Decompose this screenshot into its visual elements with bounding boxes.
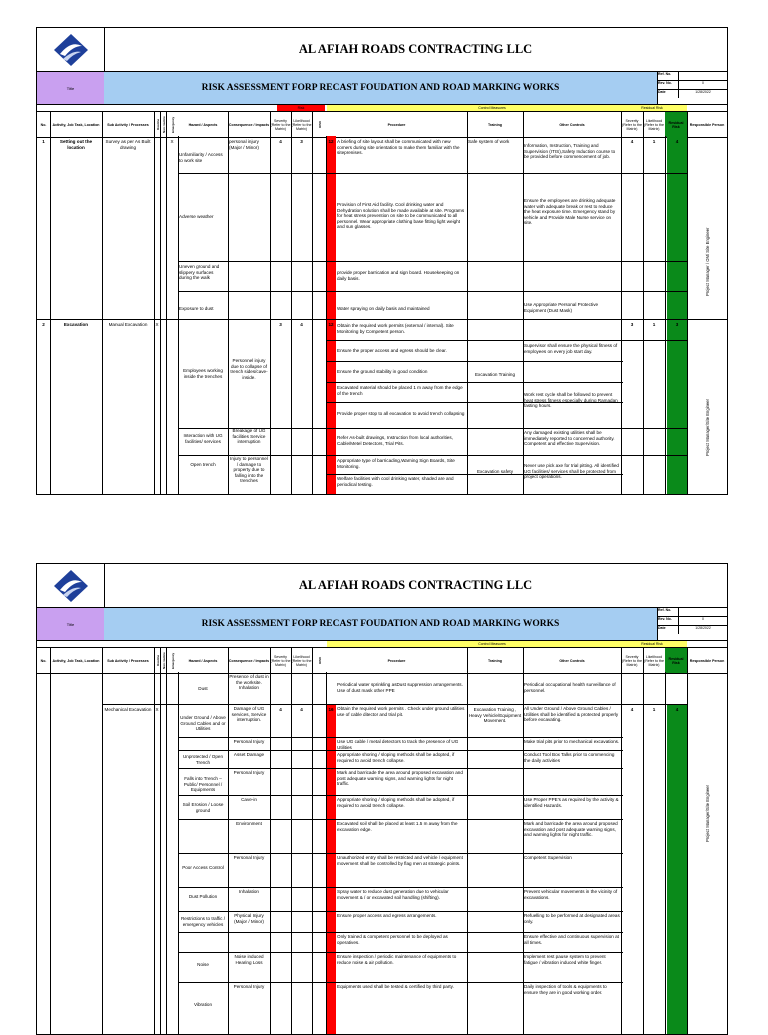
column-headers: [37, 112, 727, 138]
title-row: [37, 608, 727, 641]
procedure-text: Ensure the proper access and egress should be clear.: [337, 348, 447, 353]
procedure-text: Appropriate shoring / sloping methods shall be adopted, if required to avoid trench collapse.: [337, 752, 455, 763]
col-hazard: Hazard / Aspects: [178, 648, 229, 673]
sub-activity-text: Survey as per As Built drawing: [105, 139, 151, 150]
hazard-text: Interaction with UG facilities/ services: [183, 433, 223, 444]
procedure-text: provide proper barrication and sign board. Housekeeping on daily basis.: [337, 270, 460, 281]
section-band: [37, 641, 727, 648]
other-controls-text: Use Proper PPE's as required by the activity & identified Hazards.: [524, 797, 619, 808]
ref-value: [679, 608, 727, 616]
procedure-text: Use UG cable / metal detectors to track the presence of UG Utilities: [337, 739, 459, 750]
procedure-text: Excavated material should be placed 1 m away from the edge of the trench: [337, 385, 463, 396]
risk-table-body-1: [37, 136, 727, 494]
residual-severity-value: 3: [630, 322, 634, 327]
consequence-text: Personal Injury: [233, 855, 265, 860]
residual-risk-value: 3: [675, 322, 679, 327]
control-band: Control Measures: [327, 105, 657, 111]
residual-severity-value: 4: [630, 707, 634, 712]
col-residual-severity: Severity (Refer to the Matrix): [621, 648, 644, 673]
procedure-text: Spray water to reduce dust generation due to vehicular movement & / or excavated soil handling (shifting).: [337, 889, 449, 900]
ref-label: Ref. No.: [657, 72, 679, 80]
procedure-text: Excavated soil shall be placed at least 1.5 m away from the excavation edge.: [337, 821, 458, 832]
col-activity: Activity, Job Task, Location: [50, 648, 103, 673]
col-training: Training: [467, 648, 524, 673]
risk-sheet-page-1: [36, 27, 728, 495]
col-emergency: Emergency: [166, 112, 179, 137]
col-procedure: Procedure: [326, 112, 468, 137]
residual-band: Residual Risk: [617, 641, 687, 647]
procedure-text: Obtain the required work permits (external / internal). Site Monitoring by Competent person.: [337, 323, 454, 334]
reference-block: [657, 608, 727, 640]
ref-value: [679, 72, 727, 80]
risk-value: 16: [328, 707, 334, 712]
rev-value: 0: [702, 617, 704, 621]
col-non-routine: Non routine: [160, 648, 167, 673]
col-residual-risk: Residual Risk: [665, 648, 688, 673]
col-other-controls: Other Controls: [523, 648, 622, 673]
training-text: Excavation Training , Heavy Vehicle/Equipment Movement.: [468, 707, 522, 724]
procedure-text: Only trained & competent personnel to be deployed as operatives.: [337, 934, 448, 945]
procedure-text: Periodical water sprinkling asDust suppression arrangements. Use of dust mask other PPE: [337, 682, 463, 693]
residual-risk-fill: [667, 704, 687, 1034]
other-controls-text: Conduct Tool Box Talks prior to commencing the daily activities: [524, 752, 615, 763]
hazard-text: Restrictions to traffic / emergency vehicles: [180, 916, 226, 927]
company-logo: [37, 28, 105, 71]
col-responsible: Responsible Person: [689, 658, 725, 663]
risk-table-body-2: [37, 672, 727, 1034]
procedure-text: Obtain the required work permits . Check under ground utilities use of cable ditector and trial pit.: [337, 706, 465, 717]
risk-rating-fill: [326, 136, 336, 494]
col-risk: RISK: [312, 648, 327, 673]
hazard-text: Unprotected / Open Trench: [182, 754, 224, 765]
other-controls-text: Information, Instruction, Training and Supervision (ITIS),Safety Induction course to be provided before commencement of job.: [524, 143, 616, 160]
likelihood-value: 4: [300, 322, 303, 327]
risk-rating-fill: [326, 704, 336, 1034]
hazard-text: Noise: [197, 962, 209, 967]
consequence-text: Damage of UG services, Service interruption.: [231, 706, 267, 723]
consequence-text: Environment: [236, 821, 262, 826]
procedure-text: Welfare facilities with cool drinking water, shaded are and periodical testing.: [337, 476, 454, 487]
other-controls-text: Work rest cycle shall be followed to prevent heat stress fitness especially during Ramadan fasting hours.: [524, 392, 618, 409]
routine-mark: X: [170, 139, 174, 144]
col-likelihood: Likelihood (Refer to the Matrix): [291, 112, 313, 137]
hazard-text: Dust Pollution: [188, 894, 218, 899]
col-consequence: Consequence / Impacts: [228, 112, 271, 137]
consequence-text: personal injury (Major / Minor): [229, 139, 259, 150]
col-residual-likelihood: Likelihood (Refer to the Matrix): [643, 112, 666, 137]
responsible-person: Project Manager / OM/ Site Engineer: [705, 227, 710, 296]
procedure-text: Water spraying on daily basis and maintained: [337, 306, 430, 311]
hazard-text: Dust: [198, 686, 208, 691]
consequence-text: Breakage of UG facilities Service interruption: [232, 428, 266, 445]
col-residual-risk: Residual Risk: [665, 112, 688, 137]
rev-label: Rev. No.: [657, 617, 679, 625]
col-sub-activity: Sub Activity / Processes: [102, 112, 155, 137]
other-controls-text: Prevent vehicular movements in the vicinity of excavations.: [524, 889, 618, 900]
procedure-text: Mark and barricade the area around proposed excavation and post adequate warning signs, and warning lights for night traffic.: [337, 770, 463, 787]
sub-activity-text: Manual Excavation: [108, 322, 148, 327]
other-controls-text: Use Appropriate Personal Protective Equipment (Dust Mask): [524, 302, 599, 313]
date-value: 1/28/2022: [695, 90, 711, 94]
training-text: Safe system of work: [468, 139, 510, 144]
hazard-text: Unfamiliarity / Access to work site: [179, 152, 223, 163]
col-no: No.: [37, 112, 51, 137]
row-number: 1: [42, 139, 45, 144]
col-routine: Routine: [154, 112, 161, 137]
col-sub-activity: Sub Activity / Processes: [102, 648, 155, 673]
procedure-text: A briefing of site layout shall be communicated with new comers during site orientation to make them familiar with the siteprenises.: [337, 139, 460, 156]
residual-likelihood-value: 1: [652, 322, 656, 327]
col-responsible: Responsible Person: [689, 122, 725, 127]
consequence-text: Personal Injury: [233, 984, 265, 989]
col-other-controls: Other Controls: [523, 112, 622, 137]
routine-mark: X: [155, 707, 159, 712]
col-likelihood: Likelihood (Refer to the Matrix): [291, 648, 313, 673]
date-label: Date: [657, 90, 679, 98]
procedure-text: Appropriate type of barricading,Warning Sign Boards, Site Monitoring.: [337, 458, 455, 469]
rev-value: 0: [702, 81, 704, 85]
row-number: 2: [42, 322, 45, 327]
title-label: Title: [37, 72, 105, 104]
title-row: [37, 72, 727, 105]
other-controls-text: Make trial pits prior to mechanical excavations.: [524, 739, 620, 744]
hazard-text: Under Ground / Above Ground Cables and or Utilities: [180, 715, 226, 732]
residual-band: Residual Risk: [617, 105, 687, 111]
other-controls-text: Ensure the employees are drinking adequate water with adequate break or rest to reduce the heat exposure time. Emergency stand by vehicle and Provide Male Nurse service on site.: [524, 198, 616, 226]
hazard-text: Falls into Trench – Public/ Personnel / Equipments: [183, 776, 223, 793]
col-severity: Severity (Refer to the Matrix): [270, 112, 292, 137]
other-controls-text: Supervisor shall ensure the physical fitness of employees on every job start day.: [524, 343, 618, 354]
procedure-text: Ensure the ground stability in good condition: [337, 369, 428, 374]
company-logo: [37, 564, 105, 607]
other-controls-text: Never use pick axe for trial pitting. All identified UG facilities/ services shall be protected from project operations.: [524, 463, 619, 480]
document-title: RISK ASSESSMENT FORP RECAST FOUDATION AND ROAD MARKING WORKS: [104, 72, 658, 104]
likelihood-value: 4: [300, 707, 303, 712]
company-name: AL AFIAH ROADS CONTRACTING LLC: [298, 578, 533, 592]
responsible-person: Project Manager/Site Engineer: [705, 784, 710, 842]
training-text: Excavation safety: [476, 469, 513, 474]
sub-activity-text: Mechanical Excavation: [104, 707, 152, 712]
consequence-text: Inhalation: [239, 889, 259, 894]
date-value: 1/28/2022: [695, 626, 711, 630]
consequence-text: Cave-in: [241, 797, 257, 802]
procedure-text: Unauthorized entry shall be restricted and vehicle / equipment movement shall be controlled by flag men at strategic points.: [337, 855, 463, 866]
consequence-text: Noise induced Hearing Loss: [234, 954, 264, 965]
activity-text: Setting out the location: [59, 139, 93, 150]
col-non-routine: Non routine: [160, 112, 167, 137]
hazard-text: Adverse weather: [179, 214, 214, 219]
severity-value: 3: [279, 322, 282, 327]
consequence-text: Injury to personnel / damage to property due to falling into the trenches: [230, 456, 268, 484]
severity-value: 4: [279, 707, 282, 712]
col-residual-likelihood: Likelihood (Refer to the Matrix): [643, 648, 666, 673]
risk-value: 12: [328, 139, 334, 144]
residual-severity-value: 4: [630, 139, 634, 144]
hazard-text: Vibration: [193, 1002, 213, 1007]
consequence-text: Presence of dust in the worksite. Inhalation: [229, 674, 269, 691]
col-severity: Severity (Refer to the Matrix): [270, 648, 292, 673]
document-title: RISK ASSESSMENT FORP RECAST FOUDATION AND ROAD MARKING WORKS: [104, 608, 658, 640]
ref-label: Ref. No.: [657, 608, 679, 616]
residual-risk-fill: [667, 136, 687, 494]
residual-likelihood-value: 1: [652, 139, 656, 144]
hazard-text: Exposure to dust: [179, 306, 214, 311]
col-residual-severity: Severity (Refer to the Matrix): [621, 112, 644, 137]
rev-label: Rev. No.: [657, 81, 679, 89]
responsible-person: Project Manager/Site Engineer: [705, 398, 710, 456]
col-consequence: Consequence / Impacts: [228, 648, 271, 673]
other-controls-text: Implement rest pause system to prevent fatigue / vibration induced white finger.: [524, 954, 606, 965]
title-label: Title: [37, 608, 105, 640]
col-routine: Routine: [154, 648, 161, 673]
other-controls-text: Periodical occupational health surveillance of personnel.: [524, 682, 616, 693]
date-label: Date: [657, 626, 679, 634]
residual-likelihood-value: 1: [652, 707, 656, 712]
routine-mark: X: [155, 322, 159, 327]
hazard-text: Poor Access Control: [182, 865, 224, 870]
other-controls-text: Ensure effective and continuous supervision at all times.: [524, 934, 619, 945]
training-text: Excavation Training: [474, 372, 516, 377]
risk-sheet-page-2: [36, 563, 728, 1035]
consequence-text: Personal Injury: [233, 770, 265, 775]
consequence-text: Asset Damage: [233, 752, 265, 757]
other-controls-text: Refuelling to be performed at designated areas only.: [524, 913, 620, 924]
hazard-text: Employees working inside the trenches: [183, 368, 223, 379]
severity-value: 4: [279, 139, 282, 144]
consequence-text: Personnel injury due to collapse of trench sides/cave-inside.: [230, 358, 268, 380]
hazard-text: Uneven ground and slippery surfaces during the walk: [179, 264, 220, 281]
procedure-text: Provide proper stop to all excavation to avoid trench collapsing: [337, 411, 465, 416]
procedure-text: Ensure proper access and egress arrangements.: [337, 913, 437, 918]
sheet-header: [37, 564, 727, 608]
col-procedure: Procedure: [326, 648, 468, 673]
control-band: Control Measures: [327, 641, 657, 647]
risk-band: Risk: [277, 105, 325, 111]
activity-text: Excavation: [63, 322, 89, 327]
section-band: [37, 105, 727, 112]
reference-block: [657, 72, 727, 104]
procedure-text: Refer As-built drawings, Instruction from local authorities, Cable/Metel Detectors, Trial Pits.: [337, 435, 453, 446]
likelihood-value: 3: [300, 139, 303, 144]
other-controls-text: Any damaged existing utilities shall be immediately reported to concerned authority. Competent and effective Supervision.: [524, 430, 615, 447]
consequence-text: Personal Injury: [233, 739, 265, 744]
residual-risk-value: 4: [675, 707, 679, 712]
company-name: AL AFIAH ROADS CONTRACTING LLC: [298, 42, 533, 56]
col-hazard: Hazard / Aspects: [178, 112, 229, 137]
procedure-text: Appropriate shoring / sloping methods shall be adopted, if required to avoid trench collapse.: [337, 797, 455, 808]
other-controls-text: Mark and barricade the area around proposed excavation and post adequate warning signs, and warning lights for night traffic.: [524, 821, 618, 838]
other-controls-text: Competent Supervision: [524, 855, 572, 860]
risk-value: 12: [328, 322, 334, 327]
col-no: No.: [37, 648, 51, 673]
residual-risk-value: 4: [675, 139, 679, 144]
procedure-text: Equipments used shall be tested & certified by third party.: [337, 984, 454, 989]
col-risk: RISK: [312, 112, 327, 137]
procedure-text: Ensure inspection / periodic maintenance of equipments to reduce noise & air pollution.: [337, 954, 457, 965]
other-controls-text: All Under Ground / Above Ground Cables / Utilities shall be identified & protected properly before excavating.: [524, 706, 619, 723]
column-headers: [37, 648, 727, 674]
hazard-text: Soil Erosion / Loose ground: [182, 802, 224, 813]
procedure-text: Provision of First Aid facility. Cool drinking water and Dehydration solution shall be made available at site. Programs for heat stress prevention on site to be communicated to all personnel. Wear appropriate clothing base fitting light weight and sun glasses.: [337, 202, 465, 230]
col-training: Training: [467, 112, 524, 137]
hazard-text: Open trench: [190, 462, 216, 467]
col-activity: Activity, Job Task, Location: [50, 112, 103, 137]
other-controls-text: Daily inspection of tools & equipments to ensure they are in good working order.: [524, 984, 607, 995]
consequence-text: Physical Injury (Major / Minor): [234, 913, 264, 924]
sheet-header: [37, 28, 727, 72]
col-emergency: Emergency: [166, 648, 179, 673]
